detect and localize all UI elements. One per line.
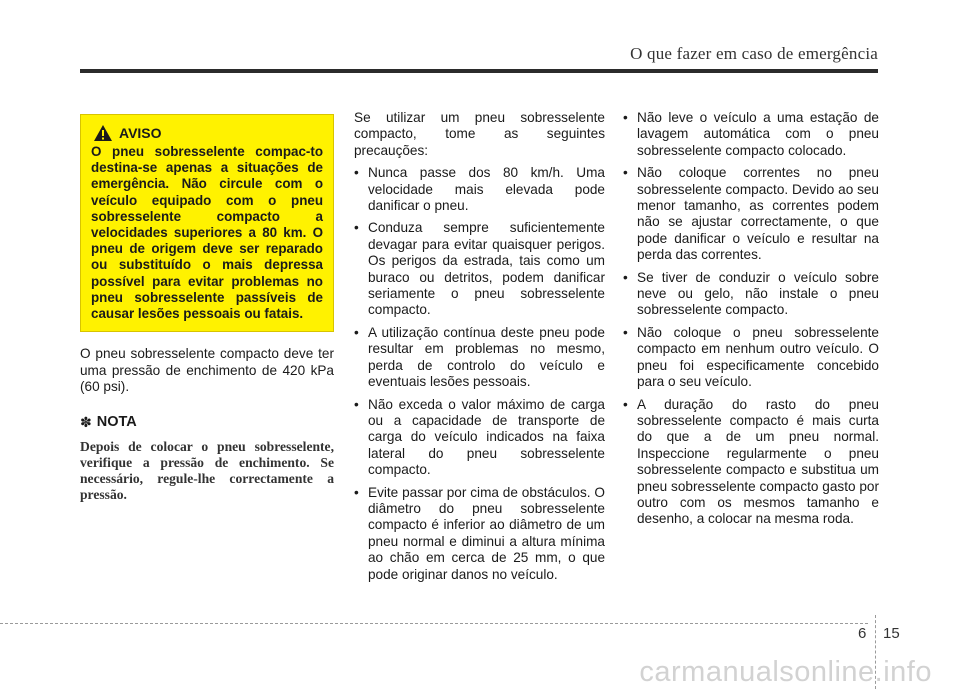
warning-triangle-icon	[93, 124, 113, 142]
warning-title: AVISO	[119, 124, 162, 141]
note-text: Depois de colocar o pneu sobresselente, verifique a pressão de enchimento. Se necessário, regule-lhe correctamente a pressão.	[80, 438, 334, 502]
precautions-list-1	[354, 165, 605, 583]
note-header	[80, 414, 334, 430]
list-item: • A duração do rasto do pneu sobresselente compacto é mais curta do que a de um pneu normal. Inspeccione regularmente o pneu sobresselente compacto e substitua um pneu sobresselente compacto gasto por outro com os mesmos tamanho e desenho, a colocar na mesma roda.	[623, 397, 879, 528]
footer-divider	[0, 623, 868, 624]
list-item: • Nunca passe dos 80 km/h. Uma velocidade mais elevada pode danificar o pneu.	[354, 165, 605, 214]
list-item: • Se tiver de conduzir o veículo sobre neve ou gelo, não instale o pneu sobresselente compacto.	[623, 270, 879, 319]
warning-box	[80, 114, 334, 332]
list-item: • Evite passar por cima de obstáculos. O diâmetro do pneu sobresselente compacto é inferior ao diâmetro de um pneu normal e diminui a altura mínima ao chão em cerca de 25 mm, o que pode originar danos no veículo.	[354, 485, 605, 583]
chapter-number: 6	[858, 625, 867, 642]
pressure-paragraph: O pneu sobresselente compacto deve ter uma pressão de enchimento de 420 kPa (60 psi).	[80, 346, 334, 395]
middle-column	[354, 110, 605, 583]
list-item: • Não exceda o valor máximo de carga ou a capacidade de transporte de carga do veículo indicados na faixa lateral do pneu sobresselente compacto.	[354, 397, 605, 479]
precautions-list-2	[623, 110, 879, 528]
list-item: • Conduza sempre suficientemente devagar para evitar quaisquer perigos. Os perigos da estrada, tais como um buraco ou detritos, podem danificar seriamente o pneu sobresselente compacto.	[354, 220, 605, 318]
right-column	[623, 110, 879, 528]
header-rule	[80, 69, 878, 73]
precautions-intro: Se utilizar um pneu sobresselente compacto, tome as seguintes precauções:	[354, 110, 605, 158]
page-number: 15	[883, 625, 900, 642]
list-item: • Não coloque correntes no pneu sobresselente compacto. Devido ao seu menor tamanho, as correntes podem não se ajustar correctamente, o que pode danificar o veículo e resultar na perda das correntes.	[623, 165, 879, 263]
warning-header	[93, 124, 323, 142]
watermark: carmanualsonline.info	[639, 656, 932, 688]
list-item: • Não coloque o pneu sobresselente compacto em nenhum outro veículo. O pneu foi especificamente concebido para o seu veículo.	[623, 325, 879, 391]
note-title: NOTA	[96, 414, 137, 431]
warning-text: O pneu sobresselente compac-to destina-se apenas a situações de emergência. Não circule com o veículo equipado com o pneu sobresselente compacto a velocidades superiores a 80 km. O pneu de origem deve ser reparado ou substituído o mais depressa possível para evitar problemas no pneu sobresselente passíveis de causar lesões pessoais ou fatais.	[91, 144, 323, 322]
note-star-icon: ✽	[80, 414, 92, 431]
page-header-title: O que fazer em caso de emergência	[630, 44, 878, 63]
list-item: • A utilização contínua deste pneu pode resultar em problemas no mesmo, perda de controlo do veículo e eventuais lesões pessoais.	[354, 325, 605, 391]
left-column	[80, 110, 334, 503]
list-item: • Não leve o veículo a uma estação de lavagem automática com o pneu sobresselente compacto colocado.	[623, 110, 879, 159]
